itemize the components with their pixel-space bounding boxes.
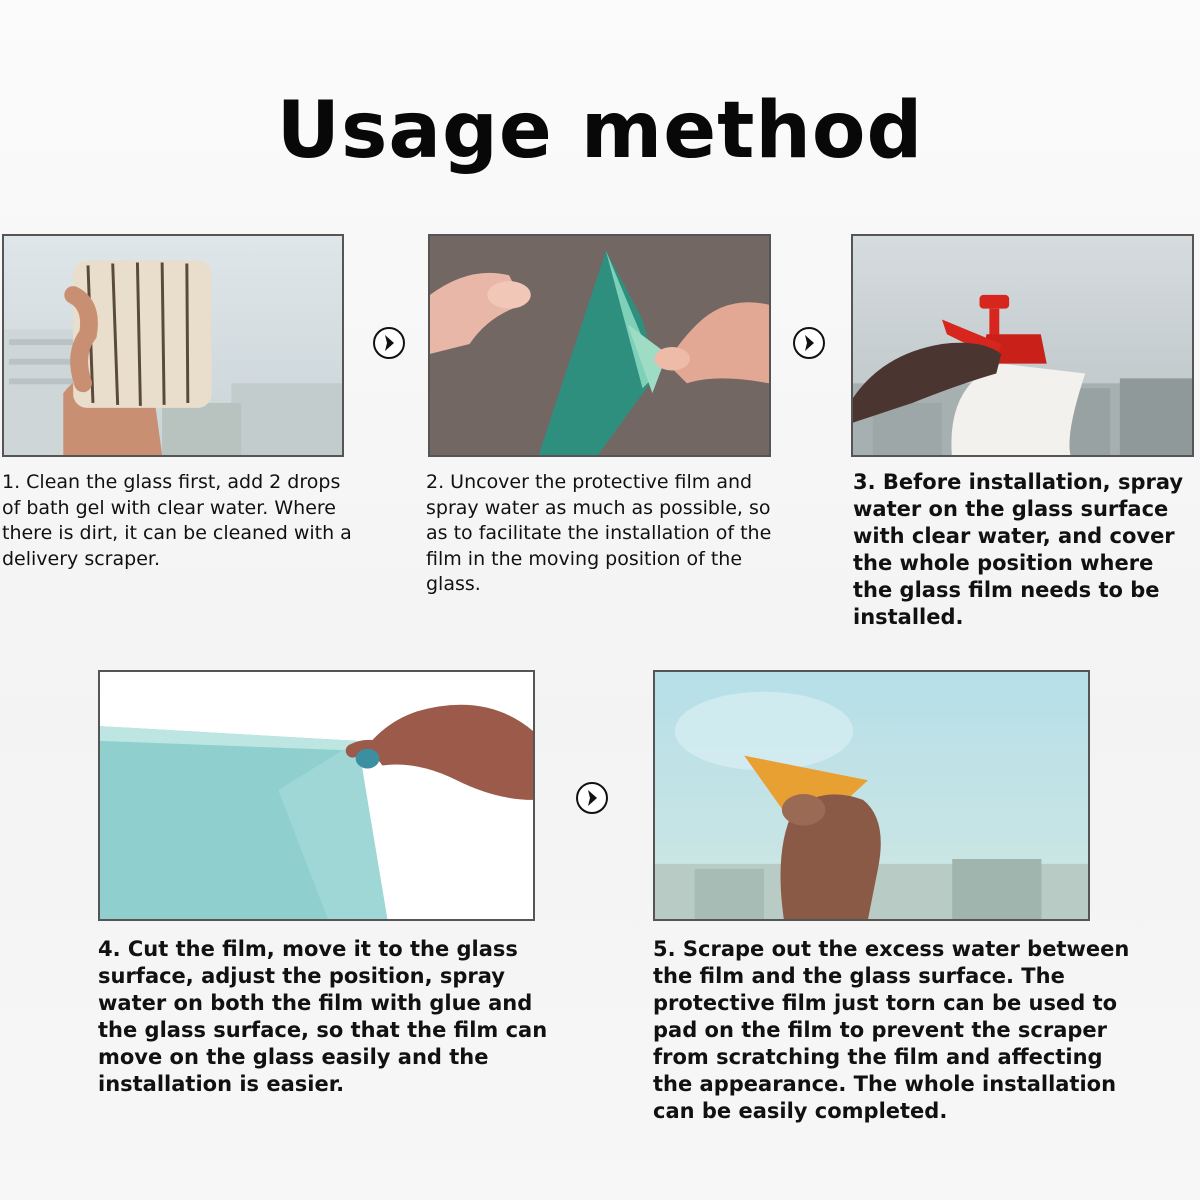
step-2-photo [428, 234, 771, 457]
step-4-caption: 4. Cut the film, move it to the glass surface, adjust the position, spray water on both the film with glue and the glass surface, so that the film can move on the glass easily and the installation is easier. [98, 937, 548, 1096]
step-3-photo [851, 234, 1194, 457]
step-5-caption: 5. Scrape out the excess water between the film and the glass surface. The protective film just torn can be used to pad on the film to prevent the scraper from scratching the film and affecting the appearance. The whole installation can be easily completed. [653, 937, 1130, 1123]
step-1-caption: 1. Clean the glass first, add 2 drops of bath gel with clear water. Where there is dirt, it can be cleaned with a delivery scraper. [2, 471, 352, 570]
next-step-arrow-3 [575, 781, 609, 815]
page-title: Usage method [276, 86, 924, 176]
next-step-arrow-2 [792, 326, 826, 360]
step-3-caption: 3. Before installation, spray water on the glass surface with clear water, and cover the whole position where the glass film needs to be installed. [853, 470, 1184, 629]
next-step-arrow-1 [372, 326, 406, 360]
step-4-photo [98, 670, 535, 921]
step-2-caption: 2. Uncover the protective film and spray water as much as possible, so as to facilitate the installation of the film in the moving position of the glass. [426, 471, 772, 595]
chevron-right-circle-icon [372, 326, 406, 360]
step-1-photo [2, 234, 344, 457]
step-5-photo [653, 670, 1090, 921]
chevron-right-circle-icon [792, 326, 826, 360]
chevron-right-circle-icon [575, 781, 609, 815]
